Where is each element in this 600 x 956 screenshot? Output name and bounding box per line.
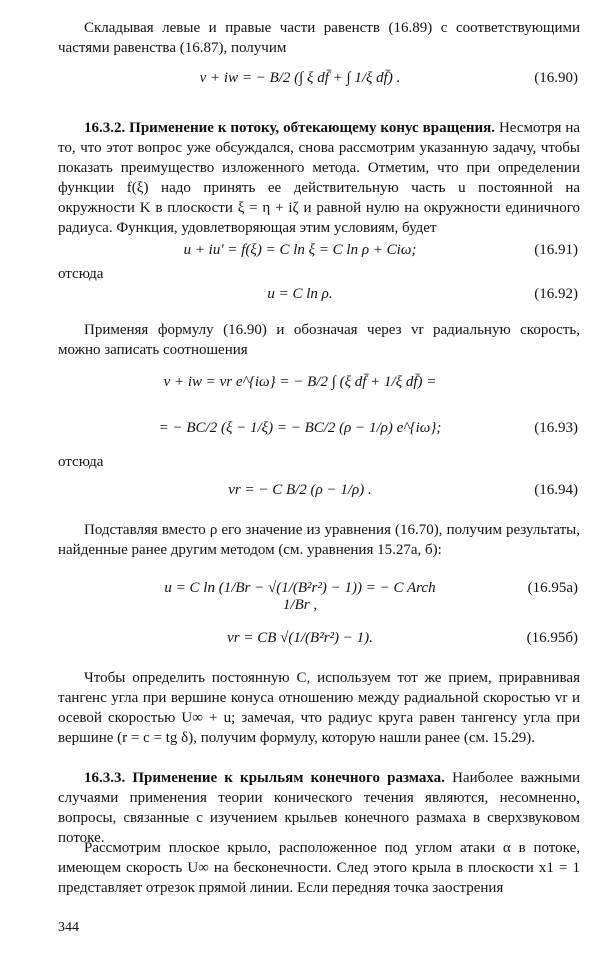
equation-16-93-line1: v + iw = vr e^{iω} = − B/2 ∫ (ξ df̄ + 1/ξ df̄) = bbox=[163, 374, 437, 390]
equation-number-16-95a: (16.95а) bbox=[527, 580, 578, 596]
section-16-3-3 bbox=[58, 768, 580, 848]
equation-number-16-95b: (16.95б) bbox=[526, 630, 578, 646]
equation-number-16-90: (16.90) bbox=[534, 70, 578, 86]
equation-16-92: u = C ln ρ. bbox=[267, 286, 333, 302]
page-number: 344 bbox=[58, 920, 79, 935]
equation-number-16-94: (16.94) bbox=[534, 482, 578, 498]
text-otsyuda: отсюда bbox=[58, 266, 104, 282]
equation-16-95b: vr = CB √(1/(B²r²) − 1). bbox=[227, 630, 373, 646]
equation-number-16-91: (16.91) bbox=[534, 242, 578, 258]
paragraph-substitution: Подставляя вместо ρ его значение из уравнения (16.70), получим результаты, найденные ранее другим методом (см. уравнения 15.27а, б): bbox=[58, 522, 580, 558]
section-heading: 16.3.2. Применение к потоку, обтекающему конус вращения. bbox=[84, 120, 496, 136]
paragraph-intro: Складывая левые и правые части равенств (16.89) с соответствующими частями равенства (16.87), получим bbox=[58, 20, 580, 56]
section-heading: 16.3.3. Применение к крыльям конечного размаха. bbox=[84, 770, 445, 786]
equation-16-91: u + iu′ = f(ξ) = C ln ξ = C ln ρ + Ciω; bbox=[183, 242, 417, 258]
section-text: Наиболее важными случаями применения теории конического течения являются, несомненно, вопросы, связанные с изучением крыльев конечного размаха в сверхзвуковом потоке. bbox=[58, 770, 580, 846]
equation-16-90: v + iw = − B/2 (∫ ξ df̄ + ∫ 1/ξ df̄) . bbox=[199, 70, 401, 86]
equation-16-93-line2: = − BC/2 (ξ − 1/ξ) = − BC/2 (ρ − 1/ρ) e^{iω}; bbox=[158, 420, 442, 436]
equation-number-16-92: (16.92) bbox=[534, 286, 578, 302]
equation-16-95a: u = C ln (1/Br − √(1/(B²r²) − 1)) = − C Arch 1/Br , bbox=[164, 580, 436, 613]
section-16-3-2 bbox=[58, 118, 580, 238]
section-text: Несмотря на то, что этот вопрос уже обсуждался, снова рассмотрим указанную задачу, чтобы показать преимущество изложенного метода. Отметим, что при определении функции f(ξ) надо принять ее действительную часть u постоянной на окружности K в плоскости ξ = η + iζ и равной нулю на окружности единичного радиуса. Функция, удовлетворяющая этим условиям, будет bbox=[58, 120, 580, 236]
equation-16-94: vr = − C B/2 (ρ − 1/ρ) . bbox=[228, 482, 372, 498]
text-otsyuda: отсюда bbox=[58, 454, 104, 470]
paragraph-formula: Применяя формулу (16.90) и обозначая через vr радиальную скорость, можно записать соотношения bbox=[58, 322, 580, 358]
paragraph-wing: Рассмотрим плоское крыло, расположенное под углом атаки α в потоке, имеющем скорость U∞ на бесконечности. След этого крыла в плоскости x1 = 1 представляет отрезок прямой линии. Если передняя точка заострения bbox=[58, 840, 580, 896]
equation-number-16-93: (16.93) bbox=[534, 420, 578, 436]
paragraph-constant: Чтобы определить постоянную C, используем тот же прием, приравнивая тангенс угла при вершине конуса отношению между радиальной скоростью vr и осевой скоростью U∞ + u; замечая, что радиус круга равен тангенсу угла при вершине (r = c = tg δ), получим формулу, которую нашли ранее (см. 15.29). bbox=[58, 670, 580, 746]
